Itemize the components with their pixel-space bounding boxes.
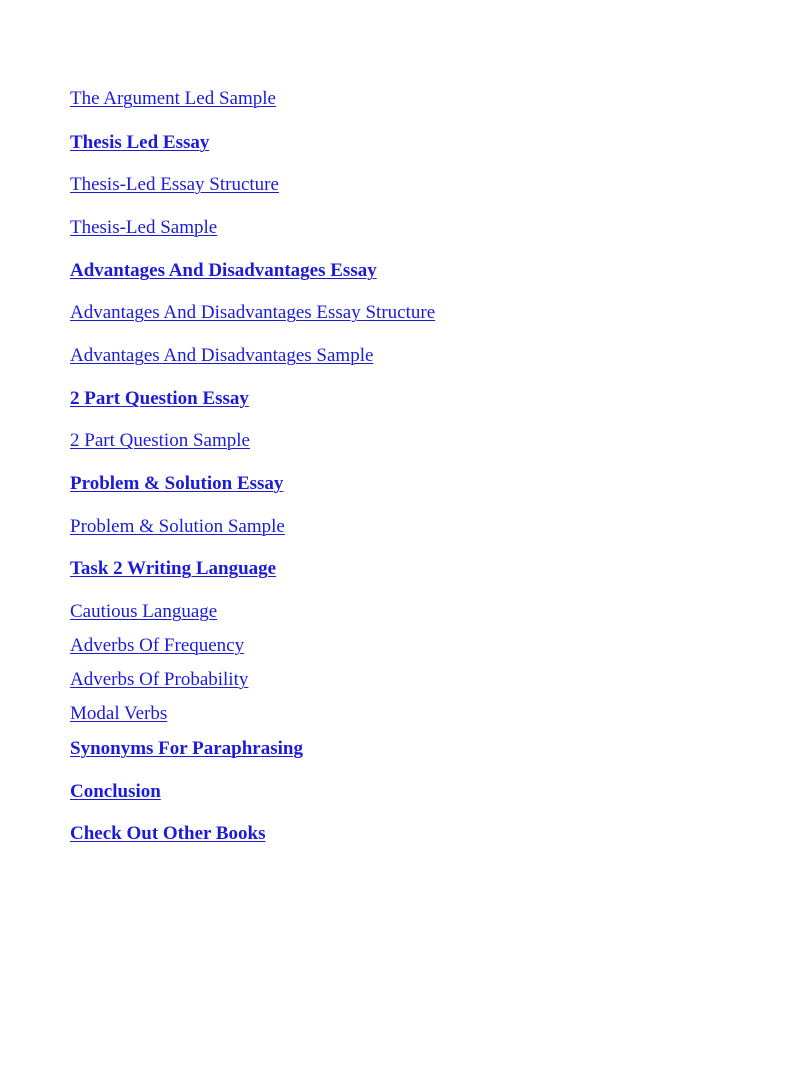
toc-link-cautious-language[interactable]: Cautious Language bbox=[70, 601, 218, 622]
toc-link-advantages-disadvantages-sample[interactable]: Advantages And Disadvantages Sample bbox=[70, 345, 374, 366]
toc-link-advantages-disadvantages-structure[interactable]: Advantages And Disadvantages Essay Structure bbox=[70, 302, 436, 323]
toc-link-conclusion[interactable]: Conclusion bbox=[70, 781, 161, 802]
toc-link-2-part-question-sample[interactable]: 2 Part Question Sample bbox=[70, 430, 250, 451]
toc-link-adverbs-of-frequency[interactable]: Adverbs Of Frequency bbox=[70, 635, 245, 656]
toc-link-argument-led-sample[interactable]: The Argument Led Sample bbox=[70, 88, 276, 109]
toc-link-adverbs-of-probability[interactable]: Adverbs Of Probability bbox=[70, 669, 249, 690]
toc-link-advantages-disadvantages-essay[interactable]: Advantages And Disadvantages Essay bbox=[70, 260, 377, 281]
toc-link-2-part-question-essay[interactable]: 2 Part Question Essay bbox=[70, 388, 249, 409]
toc-link-problem-solution-essay[interactable]: Problem & Solution Essay bbox=[70, 473, 284, 494]
toc-link-thesis-led-essay[interactable]: Thesis Led Essay bbox=[70, 132, 210, 153]
toc-link-task-2-writing-language[interactable]: Task 2 Writing Language bbox=[70, 558, 277, 579]
toc-link-problem-solution-sample[interactable]: Problem & Solution Sample bbox=[70, 516, 285, 537]
toc-link-modal-verbs[interactable]: Modal Verbs bbox=[70, 703, 168, 724]
toc-link-check-out-other-books[interactable]: Check Out Other Books bbox=[70, 823, 266, 844]
toc-link-synonyms-for-paraphrasing[interactable]: Synonyms For Paraphrasing bbox=[70, 738, 303, 759]
toc-link-thesis-led-sample[interactable]: Thesis-Led Sample bbox=[70, 217, 218, 238]
toc-link-thesis-led-essay-structure[interactable]: Thesis-Led Essay Structure bbox=[70, 174, 279, 195]
